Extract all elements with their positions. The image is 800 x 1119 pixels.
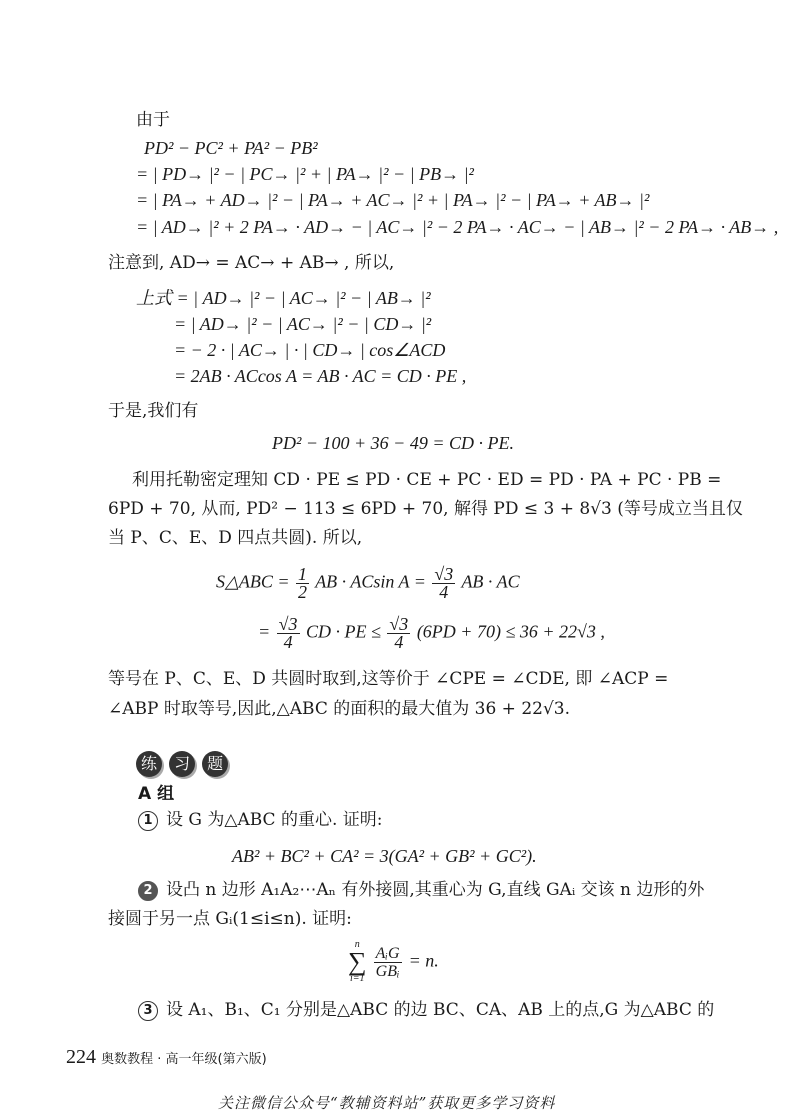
fraction-sqrt3-over-4: $\frac{√3}{4}$ [389, 614, 409, 652]
exercise-badge: 练 [136, 751, 162, 777]
exercise-badge: 习 [169, 751, 195, 777]
exercise-badge: 题 [202, 751, 228, 777]
exercises-header [136, 751, 230, 777]
paragraph-line: 等号在 P、C、E、D 共圆时取到,这等价于 ∠CPE = ∠CDE, 即 ∠ACP = [108, 669, 669, 689]
sum-operator: n ∑ i=1 [348, 939, 367, 984]
paragraph-line: 6PD + 70, 从而, PD² − 113 ≤ 6PD + 70, 解得 PD ≤ 3 + 8√3 (等号成立当且仅 [108, 499, 743, 519]
exercise-item: 3 设 A₁、B₁、C₁ 分别是△ABC 的边 BC、CA、AB 上的点,G 为△ABC 的 [138, 1000, 714, 1021]
calc-line: = − 2 · | AC→ | · | CD→ | cos∠ACD [174, 340, 446, 360]
exercise-formula: AB² + BC² + CA² = 3(GA² + GB² + GC²). [232, 846, 537, 866]
fraction-sqrt3-over-4: $\frac{√3}{4}$ [278, 614, 298, 652]
page-number: 224 [66, 1046, 96, 1068]
equation-line: = | PA→ + AD→ |² − | PA→ + AC→ |² + | PA→ |² − | PA→ + AB→ |² [136, 190, 650, 210]
proof-then: 于是,我们有 [108, 401, 199, 421]
paragraph-line: 利用托勒密定理知 CD · PE ≤ PD · CE + PC · ED = PD · PA + PC · PB = [132, 470, 722, 490]
calc-line: = 2AB · ACcos A = AB · AC = CD · PE , [174, 366, 467, 386]
equation-line: PD² − PC² + PA² − PB² [144, 138, 318, 158]
paragraph-line: ∠ABP 时取等号,因此,△ABC 的面积的最大值为 36 + 22√3. [108, 699, 571, 719]
watermark-text: 关注微信公众号“教辅资料站”获取更多学习资料 [218, 1094, 556, 1112]
area-mid: AB · ACsin A = [315, 571, 431, 592]
area-lhs: S△ABC = [216, 571, 294, 592]
proof-note: 注意到, AD→ = AC→ + AB→ , 所以, [108, 253, 395, 273]
equation-line: = | PD→ |² − | PC→ |² + | PA→ |² − | PB→ |² [136, 164, 474, 184]
exercise-item-cont: 接圆于另一点 Gᵢ(1≤i≤n). 证明: [108, 909, 352, 929]
exercise-number: 2 [138, 881, 158, 901]
page-footer [66, 1046, 267, 1069]
equation-result: PD² − 100 + 36 − 49 = CD · PE. [272, 433, 514, 453]
calc-line: = | AD→ |² − | AC→ |² − | CD→ |² [174, 314, 432, 334]
area-formula-line2: = $\frac{√3}{4}$ CD · PE ≤ $\frac{√3}{4}$ (6PD + 70) ≤ 36 + 22√3 , [258, 614, 605, 652]
exercise-item: 1 设 G 为△ABC 的重心. 证明: [138, 810, 383, 831]
equation-line: = | AD→ |² + 2 PA→ · AD→ − | AC→ |² − 2 PA→ · AC→ − | AB→ |² − 2 PA→ · AB→ , [136, 217, 779, 237]
fraction-half: $\frac{1}{2}$ [298, 564, 307, 602]
fraction-sqrt3-over-4: $\frac{√3}{4}$ [434, 564, 454, 602]
exercise-number: 1 [138, 811, 158, 831]
area-tail: AB · AC [461, 571, 520, 592]
exercise-item: 2 设凸 n 边形 A₁A₂⋯Aₙ 有外接圆,其重心为 G,直线 GAᵢ 交该 n 边形的外 [138, 880, 704, 901]
summation-formula: n ∑ i=1 $\frac{\text{AᵢG}}{\text{GBᵢ}}$ = n. [348, 939, 439, 984]
paragraph-line: 当 P、C、E、D 四点共圆). 所以, [108, 528, 363, 548]
group-title: A 组 [138, 784, 175, 804]
area-formula-line1 [216, 566, 520, 601]
proof-intro: 由于 [136, 110, 170, 130]
sum-fraction: $\frac{\text{AᵢG}}{\text{GBᵢ}}$ [375, 944, 400, 980]
book-title: 奥数教程 · 高一年级(第六版) [101, 1052, 267, 1067]
calc-line: 上式 = | AD→ |² − | AC→ |² − | AB→ |² [136, 288, 431, 308]
exercise-number: 3 [138, 1001, 158, 1021]
